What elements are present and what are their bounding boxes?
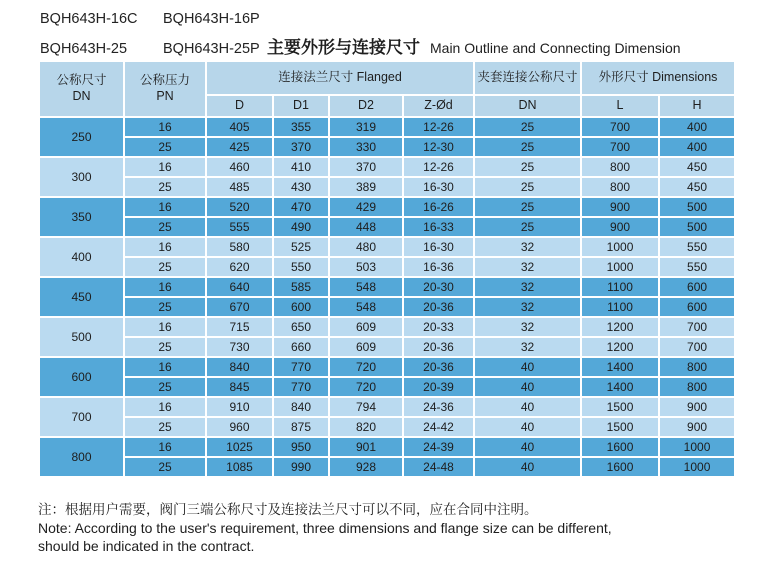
cell-d: 485 [206,177,273,197]
cell-z-od: 12-30 [403,137,474,157]
cell-jacket-dn: 40 [474,417,581,437]
cell-dn-group: 250 [39,117,124,157]
cell-l: 700 [581,137,659,157]
cell-d1: 355 [273,117,329,137]
cell-d1: 525 [273,237,329,257]
cell-d1: 950 [273,437,329,457]
cell-d2: 820 [329,417,403,437]
cell-h: 500 [659,217,735,237]
table-body [39,117,735,477]
cell-pn: 25 [124,177,206,197]
cell-z-od: 20-39 [403,377,474,397]
dimension-table [38,60,736,478]
cell-d1: 410 [273,157,329,177]
header-col-d1: D1 [273,95,329,117]
cell-d: 555 [206,217,273,237]
cell-dn-group: 400 [39,237,124,277]
cell-d: 640 [206,277,273,297]
cell-pn: 16 [124,357,206,377]
header-dimensions-group: 外形尺寸 Dimensions [581,61,735,95]
cell-h: 800 [659,377,735,397]
cell-d2: 389 [329,177,403,197]
table-row [39,377,735,397]
header-col-jacket-dn: DN [474,95,581,117]
cell-d: 840 [206,357,273,377]
cell-d: 1025 [206,437,273,457]
cell-jacket-dn: 25 [474,177,581,197]
cell-d1: 990 [273,457,329,477]
table-row [39,417,735,437]
cell-z-od: 24-39 [403,437,474,457]
model-number: BQH643H-16C [40,11,138,27]
cell-d1: 600 [273,297,329,317]
table-row [39,257,735,277]
cell-h: 1000 [659,437,735,457]
table-row [39,117,735,137]
cell-z-od: 16-33 [403,217,474,237]
cell-h: 400 [659,117,735,137]
header-col-d: D [206,95,273,117]
cell-l: 1400 [581,377,659,397]
cell-d: 730 [206,337,273,357]
cell-dn-group: 600 [39,357,124,397]
page-title-en: Main Outline and Connecting Dimension [430,40,681,56]
table-row [39,437,735,457]
cell-dn-group: 800 [39,437,124,477]
cell-dn-group: 350 [39,197,124,237]
cell-d2: 720 [329,357,403,377]
cell-d2: 609 [329,317,403,337]
table-row [39,297,735,317]
notes-block [38,501,612,555]
cell-z-od: 16-36 [403,257,474,277]
cell-pn: 25 [124,377,206,397]
cell-h: 800 [659,357,735,377]
cell-d: 1085 [206,457,273,477]
cell-d: 715 [206,317,273,337]
note-cn: 注：根据用户需要，阀门三端公称尺寸及连接法兰尺寸可以不同，应在合同中注明。 [38,502,538,517]
cell-l: 1100 [581,277,659,297]
cell-d2: 448 [329,217,403,237]
cell-z-od: 12-26 [403,117,474,137]
cell-h: 600 [659,297,735,317]
cell-h: 900 [659,417,735,437]
cell-h: 500 [659,197,735,217]
cell-dn-group: 300 [39,157,124,197]
cell-l: 800 [581,157,659,177]
cell-l: 1000 [581,257,659,277]
cell-z-od: 20-30 [403,277,474,297]
table-row [39,397,735,417]
cell-jacket-dn: 25 [474,137,581,157]
cell-pn: 25 [124,457,206,477]
cell-jacket-dn: 32 [474,257,581,277]
header-col-l: L [581,95,659,117]
cell-d: 620 [206,257,273,277]
cell-l: 1200 [581,317,659,337]
cell-pn: 16 [124,277,206,297]
cell-l: 1100 [581,297,659,317]
cell-l: 1000 [581,237,659,257]
table-row [39,357,735,377]
model-number: BQH643H-25 [40,41,128,57]
cell-jacket-dn: 32 [474,297,581,317]
cell-d1: 650 [273,317,329,337]
cell-d1: 470 [273,197,329,217]
cell-d1: 550 [273,257,329,277]
cell-pn: 16 [124,157,206,177]
cell-jacket-dn: 25 [474,197,581,217]
cell-jacket-dn: 40 [474,377,581,397]
cell-d1: 490 [273,217,329,237]
header-nominal-pressure [124,61,206,117]
cell-h: 450 [659,157,735,177]
cell-d1: 770 [273,357,329,377]
title-block [40,11,681,55]
page-title-cn: 主要外形与连接尺寸 [267,38,420,57]
cell-l: 800 [581,177,659,197]
cell-z-od: 20-33 [403,317,474,337]
table-row [39,157,735,177]
cell-pn: 16 [124,437,206,457]
cell-l: 900 [581,217,659,237]
cell-h: 550 [659,237,735,257]
cell-dn-group: 500 [39,317,124,357]
model-row-2 [40,33,681,55]
cell-d1: 430 [273,177,329,197]
cell-d2: 429 [329,197,403,217]
header-col-zod: Z-Ød [403,95,474,117]
cell-l: 1600 [581,457,659,477]
cell-pn: 25 [124,337,206,357]
cell-d: 425 [206,137,273,157]
model-number: BQH643H-25P [163,41,260,57]
table-row [39,317,735,337]
cell-d2: 609 [329,337,403,357]
cell-l: 700 [581,117,659,137]
cell-pn: 25 [124,417,206,437]
cell-pn: 16 [124,397,206,417]
cell-z-od: 16-26 [403,197,474,217]
cell-h: 700 [659,317,735,337]
cell-d1: 660 [273,337,329,357]
cell-h: 1000 [659,457,735,477]
model-number: BQH643H-16P [163,11,260,27]
header-flanged-group: 连接法兰尺寸 Flanged [206,61,474,95]
header-nominal-size-sub: DN [72,89,91,103]
cell-d: 580 [206,237,273,257]
cell-h: 700 [659,337,735,357]
cell-jacket-dn: 40 [474,357,581,377]
cell-d: 960 [206,417,273,437]
cell-d2: 901 [329,437,403,457]
cell-z-od: 16-30 [403,177,474,197]
cell-jacket-dn: 32 [474,337,581,357]
table-row [39,337,735,357]
header-jacket-group: 夹套连接公称尺寸 [474,61,581,95]
cell-d1: 585 [273,277,329,297]
cell-pn: 16 [124,117,206,137]
table-row [39,137,735,157]
table-row [39,237,735,257]
cell-pn: 16 [124,237,206,257]
cell-h: 400 [659,137,735,157]
table-row [39,457,735,477]
table-row [39,197,735,217]
cell-d2: 480 [329,237,403,257]
cell-d2: 503 [329,257,403,277]
cell-jacket-dn: 32 [474,317,581,337]
cell-z-od: 24-42 [403,417,474,437]
cell-jacket-dn: 40 [474,457,581,477]
cell-d2: 548 [329,277,403,297]
note-en-line2: should be indicated in the contract. [38,538,255,554]
cell-d1: 770 [273,377,329,397]
cell-jacket-dn: 25 [474,117,581,137]
cell-z-od: 20-36 [403,297,474,317]
cell-pn: 16 [124,317,206,337]
cell-pn: 25 [124,297,206,317]
cell-d: 670 [206,297,273,317]
cell-jacket-dn: 40 [474,437,581,457]
cell-d1: 370 [273,137,329,157]
cell-d2: 928 [329,457,403,477]
cell-pn: 25 [124,257,206,277]
cell-z-od: 12-26 [403,157,474,177]
header-nominal-size-cn: 公称尺寸 [56,73,107,88]
cell-d: 460 [206,157,273,177]
cell-d2: 720 [329,377,403,397]
cell-jacket-dn: 32 [474,277,581,297]
cell-l: 1500 [581,417,659,437]
cell-d2: 548 [329,297,403,317]
cell-d2: 330 [329,137,403,157]
cell-d2: 370 [329,157,403,177]
cell-d1: 875 [273,417,329,437]
cell-l: 1500 [581,397,659,417]
cell-d: 520 [206,197,273,217]
cell-h: 550 [659,257,735,277]
cell-jacket-dn: 40 [474,397,581,417]
cell-z-od: 16-30 [403,237,474,257]
header-col-d2: D2 [329,95,403,117]
header-nominal-size [39,61,124,117]
cell-jacket-dn: 25 [474,157,581,177]
table-row [39,177,735,197]
header-nominal-pressure-sub: PN [156,89,174,103]
cell-d: 910 [206,397,273,417]
cell-d: 845 [206,377,273,397]
cell-dn-group: 700 [39,397,124,437]
cell-jacket-dn: 32 [474,237,581,257]
cell-d1: 840 [273,397,329,417]
cell-d: 405 [206,117,273,137]
model-row-1 [40,11,681,33]
cell-pn: 16 [124,197,206,217]
cell-l: 1600 [581,437,659,457]
cell-jacket-dn: 25 [474,217,581,237]
cell-z-od: 24-36 [403,397,474,417]
note-en-line1: Note: According to the user's requirement, three dimensions and flange size can be different, [38,520,612,536]
header-col-h: H [659,95,735,117]
cell-z-od: 24-48 [403,457,474,477]
cell-d2: 319 [329,117,403,137]
table-row [39,277,735,297]
table-row [39,217,735,237]
cell-l: 1200 [581,337,659,357]
cell-d2: 794 [329,397,403,417]
cell-l: 1400 [581,357,659,377]
cell-z-od: 20-36 [403,357,474,377]
cell-z-od: 20-36 [403,337,474,357]
cell-h: 600 [659,277,735,297]
cell-h: 450 [659,177,735,197]
cell-l: 900 [581,197,659,217]
cell-dn-group: 450 [39,277,124,317]
table-header-row-groups [39,61,735,95]
cell-pn: 25 [124,137,206,157]
header-nominal-pressure-cn: 公称压力 [139,73,190,88]
cell-pn: 25 [124,217,206,237]
cell-h: 900 [659,397,735,417]
